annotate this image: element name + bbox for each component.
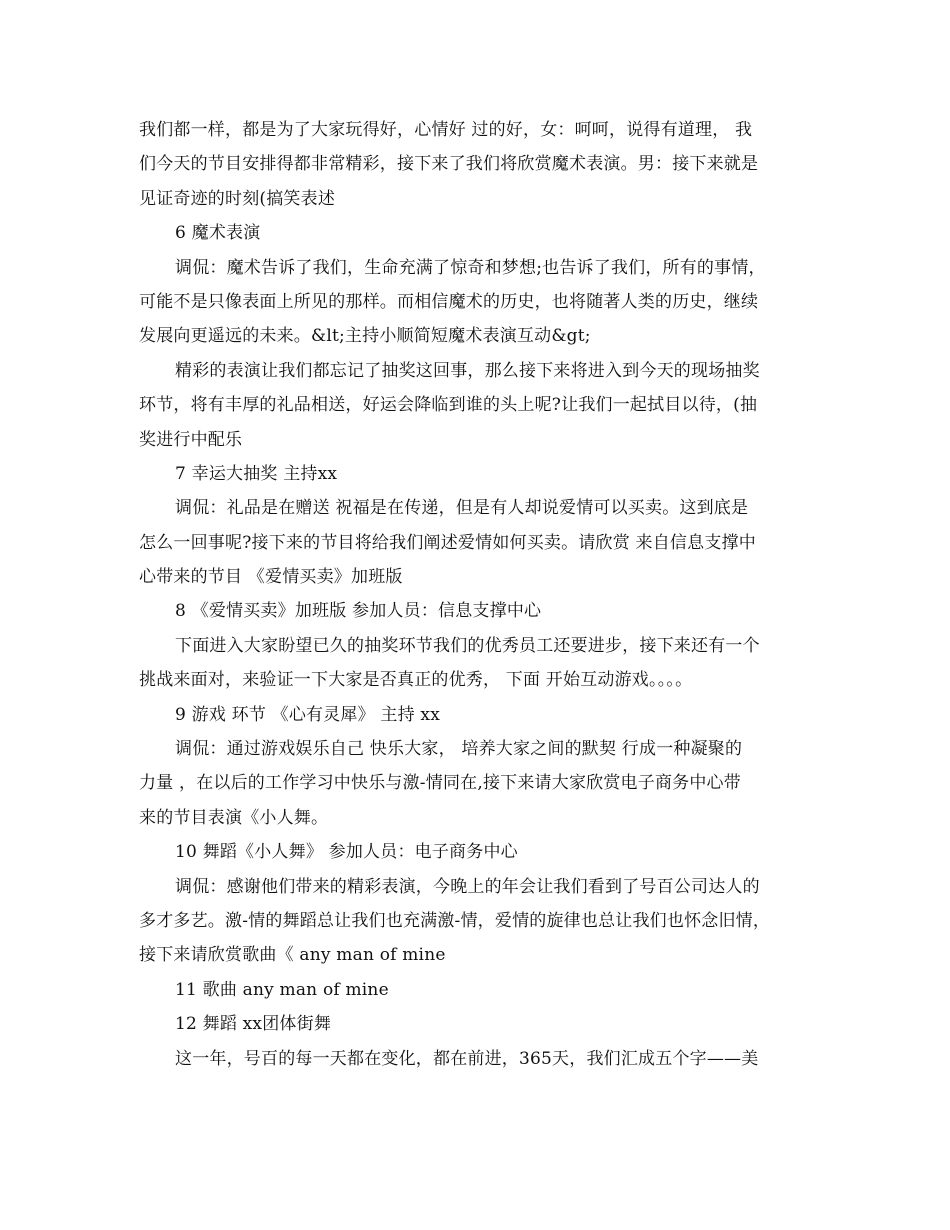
text-line: 接下来请欣赏歌曲《 any man of mine [139,945,446,966]
text-line: 奖进行中配乐 [139,429,243,450]
text-line: 我们都一样，都是为了大家玩得好，心情好 过的好，女：呵呵，说得有道理， 我 [139,120,753,140]
text-line: 调侃：感谢他们带来的精彩表演，今晚上的年会让我们看到了号百公司达人的 [175,876,760,897]
text-line: 12 舞蹈 xx团体街舞 [175,1014,332,1035]
text-line: 11 歌曲 any man of mine [175,979,389,1000]
text-line: 可能不是只像表面上所见的那样。而相信魔术的历史，也将随著人类的历史，继续 [139,291,759,312]
text-line: 挑战来面对，来验证一下大家是否真正的优秀， 下面 开始互动游戏。。。。 [139,670,693,691]
text-line: 8 《爱情买卖》加班版 参加人员：信息支撑中心 [175,601,542,622]
text-line: 6 魔术表演 [175,223,261,244]
text-line: 力量 ，在以后的工作学习中快乐与激-情同在,接下来请大家欣赏电子商务中心带 [139,773,741,794]
text-line: 调侃：礼品是在赠送 祝福是在传递，但是有人却说爱情可以买卖。这到底是 [175,498,749,519]
text-line: 精彩的表演让我们都忘记了抽奖这回事，那么接下来将进入到今天的现场抽奖 [175,360,760,381]
text-line: 环节，将有丰厚的礼品相送，好运会降临到谁的头上呢?让我们一起拭目以待，(抽 [139,395,758,416]
text-line: 9 游戏 环节 《心有灵犀》 主持 xx [175,704,441,725]
text-line: 多才多艺。激-情的舞蹈总让我们也充满激-情，爱情的旋律也总让我们也怀念旧情， [139,910,771,931]
text-line: 见证奇迹的时刻(搞笑表述 [139,188,336,209]
text-line: 心带来的节目 《爱情买卖》加班版 [139,567,403,588]
text-line: 来的节目表演《小人舞。 [139,807,329,828]
text-line: 7 幸运大抽奖 主持xx [175,463,338,484]
text-line: 们今天的节目安排得都非常精彩，接下来了我们将欣赏魔术表演。男：接下来就是 [139,154,759,175]
text-line: 调侃：魔术告诉了我们，生命充满了惊奇和梦想;也告诉了我们，所有的事情， [175,257,766,278]
document-body [139,113,819,1076]
text-line: 怎么一回事呢?接下来的节目将给我们阐述爱情如何买卖。请欣赏 来自信息支撑中 [139,532,756,553]
text-line: 调侃：通过游戏娱乐自己 快乐大家， 培养大家之间的默契 行成一种凝聚的 [175,739,743,760]
text-line: 这一年，号百的每一天都在变化，都在前进，365天，我们汇成五个字——美 [175,1048,759,1069]
text-line: 发展向更遥远的未来。&lt;主持小顺简短魔术表演互动&gt; [139,326,591,347]
text-line: 10 舞蹈《小人舞》 参加人员：电子商务中心 [175,842,518,863]
text-line: 下面进入大家盼望已久的抽奖环节我们的优秀员工还要进步，接下来还有一个 [175,635,760,656]
